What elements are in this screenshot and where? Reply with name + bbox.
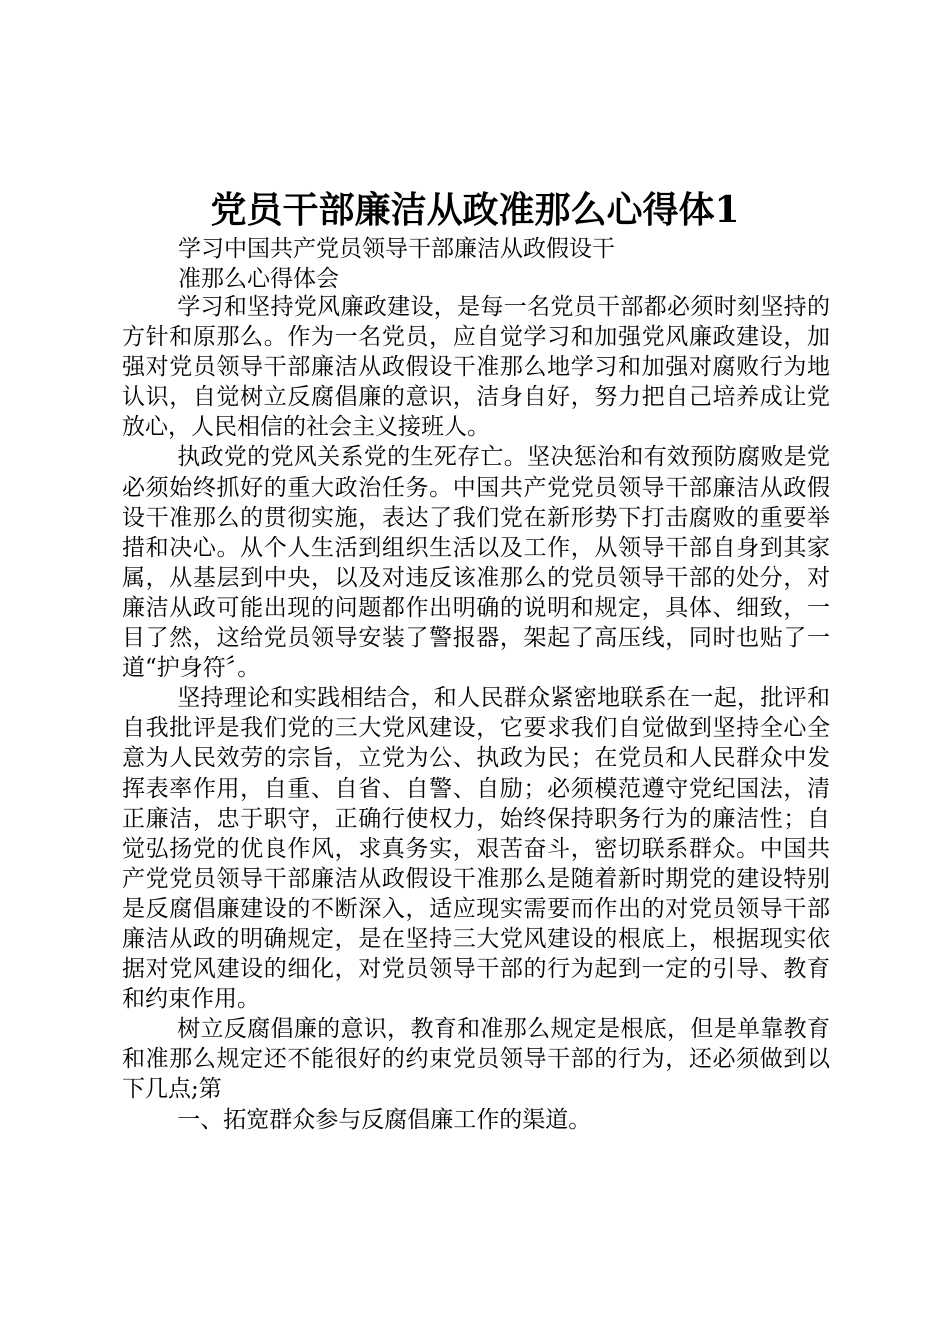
paragraph: 学习和坚持党风廉政建设，是每一名党员干部都必须时刻坚持的方针和原那么。作为一名党员，应自觉学习和加强党风廉政建设，加强对党员领导干部廉洁从政假设干准那么地学习和加强对腐败行为地认识，自觉树立反腐倡廉的意识，洁身自好，努力把自己培养成让党放心，人民相信的社会主义接班人。: [122, 294, 830, 441]
paragraph: 执政党的党风关系党的生死存亡。坚决惩治和有效预防腐败是党必须始终抓好的重大政治任务。中国共产党党员领导干部廉洁从政假设干准那么的贯彻实施，表达了我们党在新形势下打击腐败的重要举措和决心。从个人生活到组织生活以及工作，从领导干部自身到其家属，从基层到中央，以及对违反该准那么的党员领导干部的处分，对廉洁从政可能出现的问题都作出明确的说明和规定，具体、细致，一目了然，这给党员领导安装了警报器，架起了高压线，同时也贴了一道“护身符〞。: [122, 444, 830, 682]
document-body: [122, 292, 830, 1135]
document-subtitle-line1: 学习中国共产党员领导干部廉洁从政假设干: [178, 236, 615, 262]
paragraph: 树立反腐倡廉的意识，教育和准那么规定是根底，但是单靠教育和准那么规定还不能很好的约束党员领导干部的行为，还必须做到以下几点;第: [122, 1016, 830, 1103]
paragraph: 坚持理论和实践相结合，和人民群众紧密地联系在一起，批评和自我批评是我们党的三大党风建设，它要求我们自觉做到坚持全心全意为人民效劳的宗旨，立党为公、执政为民；在党员和人民群众中发挥表率作用，自重、自省、自警、自励；必须模范遵守党纪国法，清正廉洁，忠于职守，正确行使权力，始终保持职务行为的廉洁性；自觉弘扬党的优良作风，求真务实，艰苦奋斗，密切联系群众。中国共产党党员领导干部廉洁从政假设干准那么是随着新时期党的建设特别是反腐倡廉建设的不断深入，适应现实需要而作出的对党员领导干部廉洁从政的明确规定，是在坚持三大党风建设的根底上，根据现实依据对党风建设的细化，对党员领导干部的行为起到一定的引导、教育和约束作用。: [122, 685, 830, 1013]
document-subtitle-line2: 准那么心得体会: [178, 266, 339, 292]
paragraph: 一、拓宽群众参与反腐倡廉工作的渠道。: [177, 1106, 592, 1133]
document-title: 党员干部廉洁从政准那么心得体1: [210, 189, 740, 231]
